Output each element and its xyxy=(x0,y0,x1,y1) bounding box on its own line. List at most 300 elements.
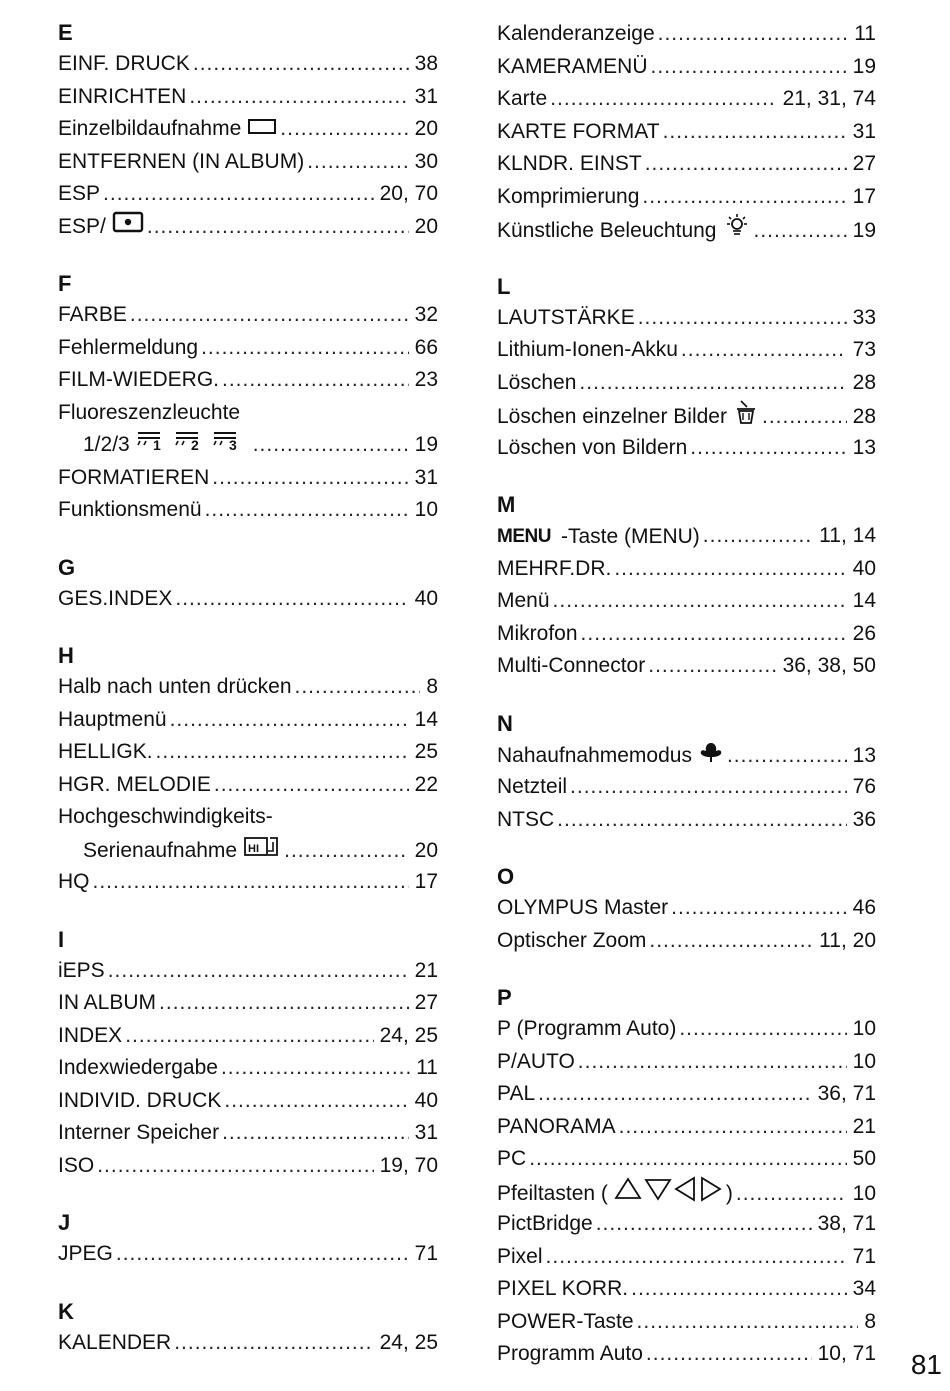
dot-leader xyxy=(703,520,813,553)
dot-leader xyxy=(578,1046,847,1079)
arrow-keys-icon xyxy=(614,1176,726,1213)
index-entry-einf-druck xyxy=(58,48,438,81)
index-term xyxy=(58,364,219,397)
index-page-ref: 28 xyxy=(852,370,876,394)
index-entry-pictbridge xyxy=(497,1208,876,1241)
hi-sequential-icon xyxy=(243,834,281,869)
index-page-ref: 10, 71 xyxy=(817,1342,876,1365)
index-page-ref: 11 xyxy=(854,22,876,45)
index-page-ref: 34 xyxy=(852,1277,876,1300)
index-term-text: Fluoreszenzleuchte xyxy=(58,400,241,424)
index-letter-h: H xyxy=(58,643,74,668)
dot-leader xyxy=(103,178,374,211)
index-page-ref: 71 xyxy=(414,1242,438,1265)
index-page-ref: 25 xyxy=(414,740,438,763)
index-term xyxy=(58,113,277,146)
dot-leader xyxy=(596,1208,812,1241)
index-entry-index xyxy=(58,1020,438,1053)
index-term xyxy=(58,671,292,704)
dot-leader xyxy=(156,736,409,769)
dot-leader xyxy=(638,302,847,335)
index-entry-kalenderanzeige xyxy=(497,18,876,51)
dot-leader xyxy=(189,81,408,114)
index-term-text: Funktionsmenü xyxy=(58,498,202,521)
index-term-text: Interner Speicher xyxy=(58,1121,220,1144)
index-page-ref: 10 xyxy=(852,1049,876,1073)
index-term-text: OLYMPUS Master xyxy=(497,896,669,919)
dot-leader xyxy=(663,116,847,149)
dot-leader xyxy=(280,113,408,146)
index-term xyxy=(497,367,576,400)
index-term xyxy=(58,81,186,114)
index-page-ref: 21 xyxy=(414,958,438,982)
index-entry-serienaufnahme xyxy=(58,834,438,867)
dot-leader xyxy=(224,1085,408,1118)
index-entry-panorama xyxy=(497,1111,876,1144)
index-page-ref: 40 xyxy=(414,586,438,610)
index-entry-loeschen-einzelner-bilder xyxy=(497,399,876,432)
index-entry-helligk xyxy=(58,736,438,769)
index-term-text: INDIVID. DRUCK xyxy=(58,1088,222,1112)
index-term xyxy=(497,739,724,774)
index-term xyxy=(497,399,759,436)
index-letter-n: N xyxy=(497,710,513,736)
index-entry-individ-druck xyxy=(58,1085,438,1118)
index-term-text: Lithium-Ionen-Akku xyxy=(497,338,678,361)
index-page-ref: 20 xyxy=(414,214,438,238)
index-term-text: Hauptmenü xyxy=(58,707,167,731)
svg-text:3: 3 xyxy=(228,437,237,451)
index-term-text: PC xyxy=(497,1147,527,1170)
index-page-ref: 13 xyxy=(852,435,876,459)
index-term xyxy=(58,397,240,430)
dot-leader xyxy=(193,48,409,81)
dot-leader xyxy=(214,769,409,802)
index-term-text: Halb nach unten drücken xyxy=(58,675,292,698)
index-entry-komprimierung xyxy=(497,181,876,214)
index-entry-hochgeschwindigkeits xyxy=(58,801,438,834)
index-entry-iso xyxy=(58,1150,438,1183)
index-entry-nahaufnahmemodus xyxy=(497,739,876,772)
index-term-text: PIXEL KORR. xyxy=(497,1277,629,1300)
dot-leader xyxy=(645,148,847,181)
index-term xyxy=(58,1085,221,1118)
dot-leader xyxy=(538,1078,811,1111)
index-term-text: GES.INDEX xyxy=(58,586,173,610)
index-entry-pal xyxy=(497,1078,876,1111)
index-page-ref: 71 xyxy=(852,1244,876,1268)
index-term-text: EINRICHTEN xyxy=(58,84,187,108)
index-page-ref: 21 xyxy=(852,1114,876,1138)
index-page-ref: 28 xyxy=(852,405,876,428)
index-page-ref: 26 xyxy=(852,621,876,645)
index-term-text: INDEX xyxy=(58,1023,123,1047)
dot-leader xyxy=(736,1178,847,1211)
index-letter-e: E xyxy=(58,20,73,45)
dot-leader xyxy=(295,671,421,704)
index-entry-indexwiedergabe xyxy=(58,1052,438,1085)
index-page-ref: 40 xyxy=(414,1088,438,1112)
svg-text:2: 2 xyxy=(190,437,199,451)
index-entry-halb-nach-unten-druecken xyxy=(58,671,438,704)
index-entry-einrichten xyxy=(58,81,438,114)
index-term xyxy=(58,211,144,244)
index-term-text: Karte xyxy=(497,87,548,110)
index-term-text: Multi-Connector xyxy=(497,654,646,677)
index-entry-programm-auto xyxy=(497,1338,876,1371)
dot-leader xyxy=(754,215,847,248)
index-letter-k: K xyxy=(58,1298,74,1324)
index-term-text: Komprimierung xyxy=(497,184,640,208)
dot-leader xyxy=(284,835,409,868)
index-page-ref: 30 xyxy=(414,149,438,173)
dot-leader xyxy=(147,211,409,244)
index-term xyxy=(58,1117,219,1150)
index-letter-f: F xyxy=(58,271,72,296)
index-term-text: FORMATIEREN xyxy=(58,465,210,489)
dot-leader xyxy=(681,334,847,367)
index-letter-o: O xyxy=(497,864,515,889)
index-page-ref: 32 xyxy=(414,303,438,326)
index-page-ref: 10 xyxy=(852,1181,876,1205)
index-entry-klndr-einst xyxy=(497,148,876,181)
index-term-text: PANORAMA xyxy=(497,1114,616,1138)
dot-leader xyxy=(642,181,846,214)
index-page-ref: 8 xyxy=(864,1309,876,1333)
index-entry-optischer-zoom xyxy=(497,925,876,958)
index-term xyxy=(58,1327,171,1360)
index-page-ref: 66 xyxy=(414,335,438,359)
index-term-text: 1/2/3 xyxy=(83,433,130,456)
index-term-text: FILM-WIEDERG. xyxy=(58,368,219,391)
index-page-ref: 17 xyxy=(852,184,876,208)
dot-leader xyxy=(170,704,409,737)
index-entry-p-auto xyxy=(497,1046,876,1079)
index-term xyxy=(497,1208,593,1241)
index-page-ref: 10 xyxy=(414,498,438,521)
index-term xyxy=(83,834,281,869)
dot-leader xyxy=(546,1241,847,1274)
dot-leader xyxy=(130,299,409,332)
index-term xyxy=(497,585,550,618)
dot-leader xyxy=(159,987,409,1020)
index-letter-i: I xyxy=(58,926,65,952)
index-term xyxy=(58,1238,113,1271)
index-term-text: P/AUTO xyxy=(497,1049,575,1073)
spot-metering-icon xyxy=(112,211,144,244)
index-term xyxy=(497,148,642,181)
index-page-ref: 19 xyxy=(852,54,876,78)
index-term xyxy=(497,521,700,554)
index-term xyxy=(58,1150,94,1183)
index-term-text: Löschen xyxy=(497,370,577,394)
index-term-text: Indexwiedergabe xyxy=(58,1056,218,1079)
index-term xyxy=(497,51,648,84)
index-entry-loeschen xyxy=(497,367,876,400)
index-term-text: JPEG xyxy=(58,1242,113,1265)
index-term xyxy=(497,1143,526,1176)
index-term xyxy=(497,83,547,116)
dot-leader xyxy=(307,146,408,179)
index-entry-einzelbildaufnahme xyxy=(58,113,438,146)
index-page-ref: 33 xyxy=(852,305,876,329)
index-page-ref: 20 xyxy=(414,838,438,862)
dot-leader xyxy=(649,925,813,958)
index-term xyxy=(58,1052,218,1085)
index-entry-pixel-korr xyxy=(497,1273,876,1306)
dot-leader xyxy=(690,432,846,465)
index-term xyxy=(497,18,655,51)
dot-leader xyxy=(550,83,776,116)
index-letter-p: P xyxy=(497,985,512,1010)
index-page-ref: 27 xyxy=(852,152,876,175)
index-term-text: ENTFERNEN (IN ALBUM) xyxy=(58,149,305,173)
index-term-text: LAUTSTÄRKE xyxy=(497,305,635,329)
dot-leader xyxy=(581,618,847,651)
index-term xyxy=(58,736,153,769)
index-term-text: PictBridge xyxy=(497,1212,593,1235)
index-term xyxy=(58,462,209,495)
index-entry-hgr-melodie xyxy=(58,769,438,802)
index-letter-j: J xyxy=(58,1210,71,1235)
index-entry-karte-format xyxy=(497,116,876,149)
dot-leader xyxy=(201,332,409,365)
dot-leader xyxy=(619,1111,847,1144)
index-term-text: KALENDER xyxy=(58,1330,172,1354)
index-term xyxy=(497,213,751,250)
index-page-ref: 21, 31, 74 xyxy=(782,87,876,110)
index-term xyxy=(58,583,172,616)
index-term-text: Nahaufnahmemodus xyxy=(497,743,692,767)
index-column-left xyxy=(58,18,438,1359)
dot-leader xyxy=(529,1143,846,1176)
index-letter-l: L xyxy=(497,273,511,299)
index-column-right xyxy=(497,18,876,1371)
index-page-ref: 38, 71 xyxy=(817,1212,876,1235)
index-page-ref: 24, 25 xyxy=(379,1330,438,1354)
index-term xyxy=(58,769,211,802)
index-term xyxy=(58,299,127,332)
svg-text:HI: HI xyxy=(248,842,260,855)
index-entry-hq xyxy=(58,866,438,899)
dot-leader xyxy=(727,740,847,773)
index-entry-entfernen-in-album xyxy=(58,146,438,179)
index-term xyxy=(58,801,273,834)
index-term-text: MEHRF.DR. xyxy=(497,556,612,580)
index-page-ref: 36, 38, 50 xyxy=(782,654,876,677)
index-term-text: HQ xyxy=(58,870,90,893)
index-entry-kalender xyxy=(58,1327,438,1360)
page-number: 81 xyxy=(910,1349,942,1380)
index-entry-mehrf-dr xyxy=(497,553,876,586)
index-term xyxy=(497,1306,634,1339)
index-page-ref: 22 xyxy=(414,772,438,796)
dot-leader xyxy=(125,1020,373,1053)
index-page-ref: 38 xyxy=(414,52,438,75)
index-entry-1-2-3 xyxy=(58,429,438,462)
index-entry-pc xyxy=(497,1143,876,1176)
index-term xyxy=(497,1338,643,1371)
index-term xyxy=(497,1241,543,1274)
dot-leader xyxy=(614,553,846,586)
index-term-text: NTSC xyxy=(497,807,555,831)
index-term xyxy=(497,432,687,465)
index-entry-in-album xyxy=(58,987,438,1020)
index-term-text: HELLIGK. xyxy=(58,740,153,763)
index-term-text: Pixel xyxy=(497,1244,543,1268)
index-term-text: Pfeiltasten ( xyxy=(497,1181,608,1205)
dot-leader xyxy=(646,1338,812,1371)
dot-leader xyxy=(679,1013,846,1046)
menu-button-icon: MENU xyxy=(497,526,551,547)
dot-leader xyxy=(222,1117,409,1150)
index-entry-kameramenue xyxy=(497,51,876,84)
index-term xyxy=(497,1176,733,1213)
index-term xyxy=(497,1013,676,1046)
index-entry-farbe xyxy=(58,299,438,332)
index-term xyxy=(497,1111,616,1144)
index-term xyxy=(58,955,105,988)
index-entry-funktionsmenue xyxy=(58,494,438,527)
index-entry-loeschen-von-bildern xyxy=(497,432,876,465)
dot-leader xyxy=(108,955,409,988)
index-page-ref: 10 xyxy=(852,1017,876,1040)
index-page-ref: 40 xyxy=(852,556,876,580)
index-term xyxy=(58,704,167,737)
index-page-ref: 31 xyxy=(414,465,438,489)
dot-leader xyxy=(221,1052,410,1085)
index-term-text: Mikrofon xyxy=(497,621,578,645)
index-term-suffix: ) xyxy=(725,1181,733,1205)
index-page-ref: 31 xyxy=(414,84,438,108)
index-entry-p-programm-auto xyxy=(497,1013,876,1046)
dot-leader xyxy=(97,1150,373,1183)
dot-leader xyxy=(205,494,409,527)
index-entry-pixel xyxy=(497,1241,876,1274)
index-term xyxy=(58,146,304,179)
index-page-ref: 11, 14 xyxy=(819,524,876,547)
index-term xyxy=(497,650,645,683)
index-term xyxy=(497,1046,575,1079)
index-term xyxy=(497,892,668,925)
index-entry-interner-speicher xyxy=(58,1117,438,1150)
index-term xyxy=(58,866,90,899)
index-entry-pfeiltasten xyxy=(497,1176,876,1209)
index-term xyxy=(497,334,678,367)
index-page-ref: 20, 70 xyxy=(379,182,438,205)
index-term-text: iEPS xyxy=(58,958,105,982)
dot-leader xyxy=(212,462,408,495)
index-term-text: KLNDR. EINST xyxy=(497,152,642,175)
single-frame-icon xyxy=(247,113,277,146)
index-term-text: IN ALBUM xyxy=(58,991,157,1014)
macro-icon xyxy=(698,739,724,774)
index-term-text: KAMERAMENÜ xyxy=(497,54,648,78)
index-page-ref: 24, 25 xyxy=(379,1023,438,1047)
index-entry-taste-menu xyxy=(497,520,876,553)
index-page-ref: 13 xyxy=(852,743,876,767)
fluorescent-icons xyxy=(136,429,250,462)
index-term-text: Löschen von Bildern xyxy=(497,435,688,459)
index-term xyxy=(58,494,202,527)
index-term-text: Löschen einzelner Bilder xyxy=(497,405,727,428)
dot-leader xyxy=(174,1327,373,1360)
index-term-text: KARTE FORMAT xyxy=(497,119,660,143)
index-entry-jpeg xyxy=(58,1238,438,1271)
index-term-text: HGR. MELODIE xyxy=(58,772,211,796)
index-term xyxy=(497,553,611,586)
index-page-ref: 14 xyxy=(852,589,876,612)
index-term-text: PAL xyxy=(497,1082,536,1105)
index-entry-fehlermeldung xyxy=(58,332,438,365)
index-entry-esp xyxy=(58,211,438,244)
index-term-text: ESP/ xyxy=(58,214,106,238)
index-term xyxy=(58,178,100,211)
dot-leader xyxy=(762,401,847,434)
index-entry-karte xyxy=(497,83,876,116)
index-entry-formatieren xyxy=(58,462,438,495)
index-entry-olympus-master xyxy=(497,892,876,925)
index-page-ref: 31 xyxy=(414,1121,438,1144)
dot-leader xyxy=(253,429,409,462)
index-term-text: Hochgeschwindigkeits- xyxy=(58,805,273,828)
dot-leader xyxy=(658,18,849,51)
index-entry-fluoreszenzleuchte xyxy=(58,397,438,430)
index-entry-ntsc xyxy=(497,804,876,837)
index-term-text: EINF. DRUCK xyxy=(58,52,190,75)
index-term-text: Programm Auto xyxy=(497,1342,643,1365)
index-term xyxy=(497,1078,535,1111)
index-term-text: Optischer Zoom xyxy=(497,928,647,952)
index-term-text: Einzelbildaufnahme xyxy=(58,117,242,140)
index-term-text: -Taste (MENU) xyxy=(560,525,700,548)
index-entry-ges-index xyxy=(58,583,438,616)
dot-leader xyxy=(175,583,408,616)
index-entry-mikrofon xyxy=(497,618,876,651)
index-page-ref: 19 xyxy=(852,219,876,242)
index-term-text: Fehlermeldung xyxy=(58,335,199,359)
index-term xyxy=(58,48,190,81)
index-entry-multi-connector xyxy=(497,650,876,683)
tungsten-icon xyxy=(723,213,751,250)
index-term xyxy=(58,987,156,1020)
dot-leader xyxy=(222,364,409,397)
index-page-ref: 46 xyxy=(852,896,876,919)
index-term xyxy=(497,302,635,335)
index-term xyxy=(497,116,660,149)
index-page-ref: 19, 70 xyxy=(379,1153,438,1177)
index-entry-kuenstliche-beleuchtung xyxy=(497,213,876,246)
index-letter-g: G xyxy=(58,554,76,580)
index-term xyxy=(58,332,198,365)
index-page-ref: 36 xyxy=(852,807,876,831)
index-page-ref: 20 xyxy=(414,117,438,140)
dot-leader xyxy=(93,866,409,899)
index-entry-power-taste xyxy=(497,1306,876,1339)
index-term xyxy=(497,771,567,804)
index-page-ref: 11 xyxy=(416,1056,438,1079)
index-entry-lithium-ionen-akku xyxy=(497,334,876,367)
dot-leader xyxy=(116,1238,409,1271)
index-term xyxy=(497,925,646,958)
index-term xyxy=(497,181,639,214)
index-term-text: POWER-Taste xyxy=(497,1309,634,1333)
index-term-text: FARBE xyxy=(58,303,127,326)
index-entry-esp xyxy=(58,178,438,211)
index-page-ref: 50 xyxy=(852,1147,876,1170)
index-term-text: P (Programm Auto) xyxy=(497,1017,677,1040)
index-page-ref: 17 xyxy=(414,870,438,893)
